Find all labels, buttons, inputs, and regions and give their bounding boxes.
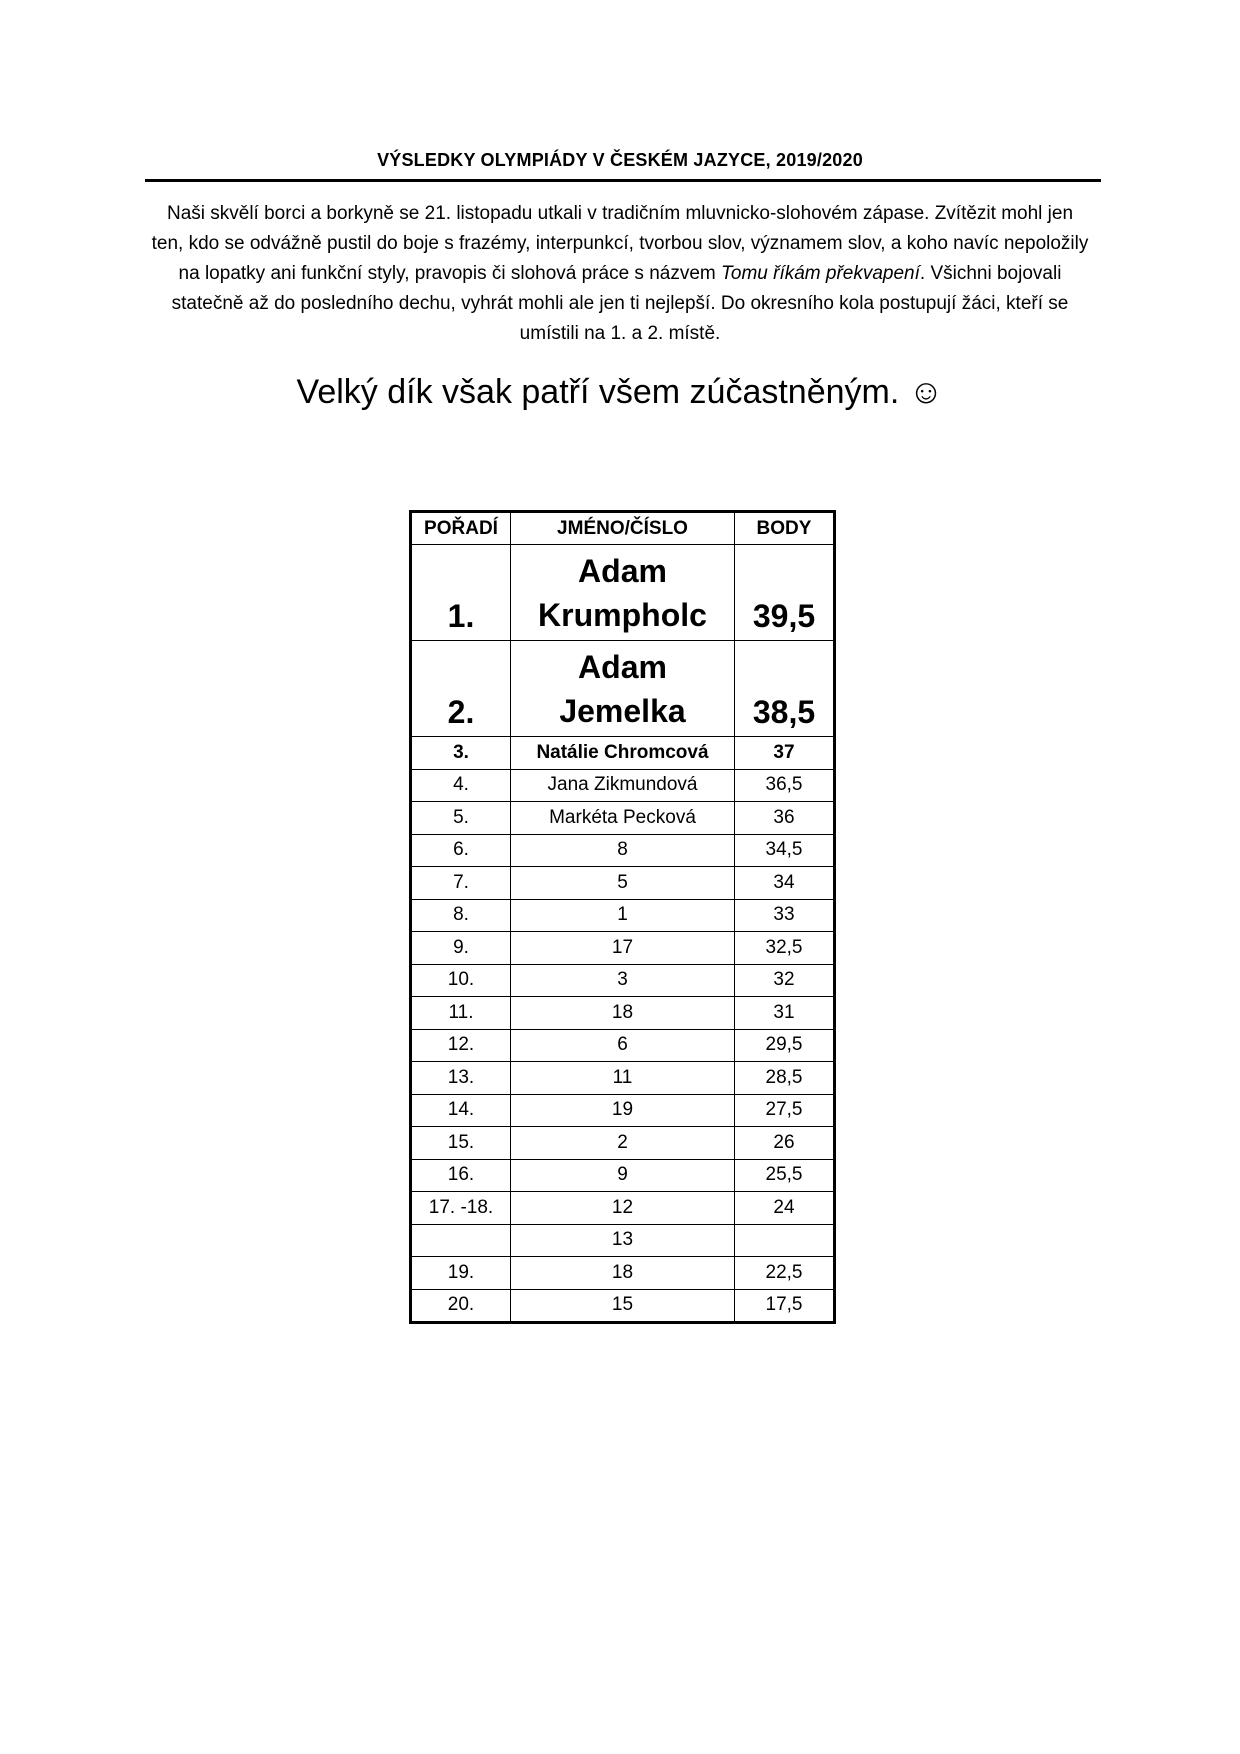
first-name: Adam: [578, 552, 667, 589]
rank-cell: 16.: [411, 1159, 511, 1192]
rank-cell: 2.: [411, 641, 511, 737]
name-cell: 13: [511, 1224, 735, 1257]
points-cell: 22,5: [735, 1257, 835, 1290]
rank-cell: 4.: [411, 769, 511, 802]
points-cell: 34: [735, 867, 835, 900]
table-row-winner-1: [411, 545, 835, 641]
table-row-winner-2: [411, 641, 835, 737]
intro-text-italic: Tomu říkám překvapení: [721, 263, 920, 284]
name-cell: [511, 545, 735, 641]
name-cell: 1: [511, 899, 735, 932]
rank-cell: 9.: [411, 932, 511, 965]
table-row: [411, 1094, 835, 1127]
name-cell: 19: [511, 1094, 735, 1127]
name-cell: 2: [511, 1127, 735, 1160]
rank-cell: 7.: [411, 867, 511, 900]
intro-text-part1: Naši skvělí borci a borkyně se 21. listopadu utkali v tradičním mluvnicko-slohovém zápase. Zvítězit mohl jen ten, kdo se odvážně pustil do boje s frazémy, interpunkcí, tvorbou slov, významem slov, a koho navíc nepoložily na lopatky ani funkční styly, pravopis či slohová práce s názvem: [151, 203, 1089, 284]
results-table: [409, 510, 836, 1324]
table-row: [411, 867, 835, 900]
header-rank: POŘADÍ: [411, 512, 511, 545]
rank-cell: 20.: [411, 1289, 511, 1323]
points-cell: [735, 1224, 835, 1257]
table-row: [411, 1127, 835, 1160]
rank-cell: 3.: [411, 737, 511, 770]
rank-cell: 12.: [411, 1029, 511, 1062]
rank-cell: 17. -18.: [411, 1192, 511, 1225]
points-cell: 34,5: [735, 834, 835, 867]
intro-paragraph: [150, 199, 1090, 349]
points-cell: 36: [735, 802, 835, 835]
points-cell: 29,5: [735, 1029, 835, 1062]
rank-cell: 19.: [411, 1257, 511, 1290]
points-cell: 38,5: [735, 641, 835, 737]
table-row: [411, 802, 835, 835]
rank-cell: 8.: [411, 899, 511, 932]
name-cell: 9: [511, 1159, 735, 1192]
table-row: [411, 964, 835, 997]
table-header-row: [411, 512, 835, 545]
name-cell: Natálie Chromcová: [511, 737, 735, 770]
name-cell: 6: [511, 1029, 735, 1062]
points-cell: 27,5: [735, 1094, 835, 1127]
name-cell: 15: [511, 1289, 735, 1323]
table-row: [411, 997, 835, 1030]
last-name: Krumpholc: [538, 596, 707, 633]
name-cell: 5: [511, 867, 735, 900]
points-cell: 25,5: [735, 1159, 835, 1192]
name-cell: 11: [511, 1062, 735, 1095]
points-cell: 39,5: [735, 545, 835, 641]
table-row: [411, 1062, 835, 1095]
points-cell: 36,5: [735, 769, 835, 802]
points-cell: 32: [735, 964, 835, 997]
rank-cell: 10.: [411, 964, 511, 997]
table-row: [411, 899, 835, 932]
rank-cell: 5.: [411, 802, 511, 835]
table-row: [411, 1289, 835, 1323]
header-points: BODY: [735, 512, 835, 545]
name-cell: Markéta Pecková: [511, 802, 735, 835]
rank-cell: 15.: [411, 1127, 511, 1160]
intro-text-part2: . Všichni bojovali statečně až do posledního dechu, vyhrát mohli ale jen ti nejlepší. Do okresního kola postupují žáci, kteří se umístili na 1. a 2. místě.: [171, 263, 1069, 344]
rank-cell: 13.: [411, 1062, 511, 1095]
thanks-line: Velký dík však patří všem zúčastněným. ☺: [296, 373, 944, 411]
table-row: [411, 1257, 835, 1290]
points-cell: 26: [735, 1127, 835, 1160]
first-name: Adam: [578, 648, 667, 685]
table-row: [411, 1224, 835, 1257]
points-cell: 17,5: [735, 1289, 835, 1323]
name-cell: 18: [511, 1257, 735, 1290]
table-row: [411, 769, 835, 802]
rank-cell: [411, 1224, 511, 1257]
rank-cell: 11.: [411, 997, 511, 1030]
points-cell: 24: [735, 1192, 835, 1225]
header-name: JMÉNO/ČÍSLO: [511, 512, 735, 545]
rank-cell: 14.: [411, 1094, 511, 1127]
title-underline-rule: [145, 179, 1101, 182]
document-title: VÝSLEDKY OLYMPIÁDY V ČESKÉM JAZYCE, 2019/2020: [377, 150, 863, 170]
rank-cell: 1.: [411, 545, 511, 641]
table-row: [411, 1159, 835, 1192]
rank-cell: 6.: [411, 834, 511, 867]
name-cell: 3: [511, 964, 735, 997]
name-cell: 12: [511, 1192, 735, 1225]
points-cell: 37: [735, 737, 835, 770]
points-cell: 28,5: [735, 1062, 835, 1095]
table-row: [411, 1192, 835, 1225]
points-cell: 33: [735, 899, 835, 932]
name-cell: Jana Zikmundová: [511, 769, 735, 802]
name-cell: 18: [511, 997, 735, 1030]
table-row: [411, 737, 835, 770]
name-cell: 8: [511, 834, 735, 867]
points-cell: 31: [735, 997, 835, 1030]
points-cell: 32,5: [735, 932, 835, 965]
table-row: [411, 932, 835, 965]
name-cell: 17: [511, 932, 735, 965]
last-name: Jemelka: [559, 692, 686, 729]
table-row: [411, 1029, 835, 1062]
name-cell: [511, 641, 735, 737]
table-row: [411, 834, 835, 867]
